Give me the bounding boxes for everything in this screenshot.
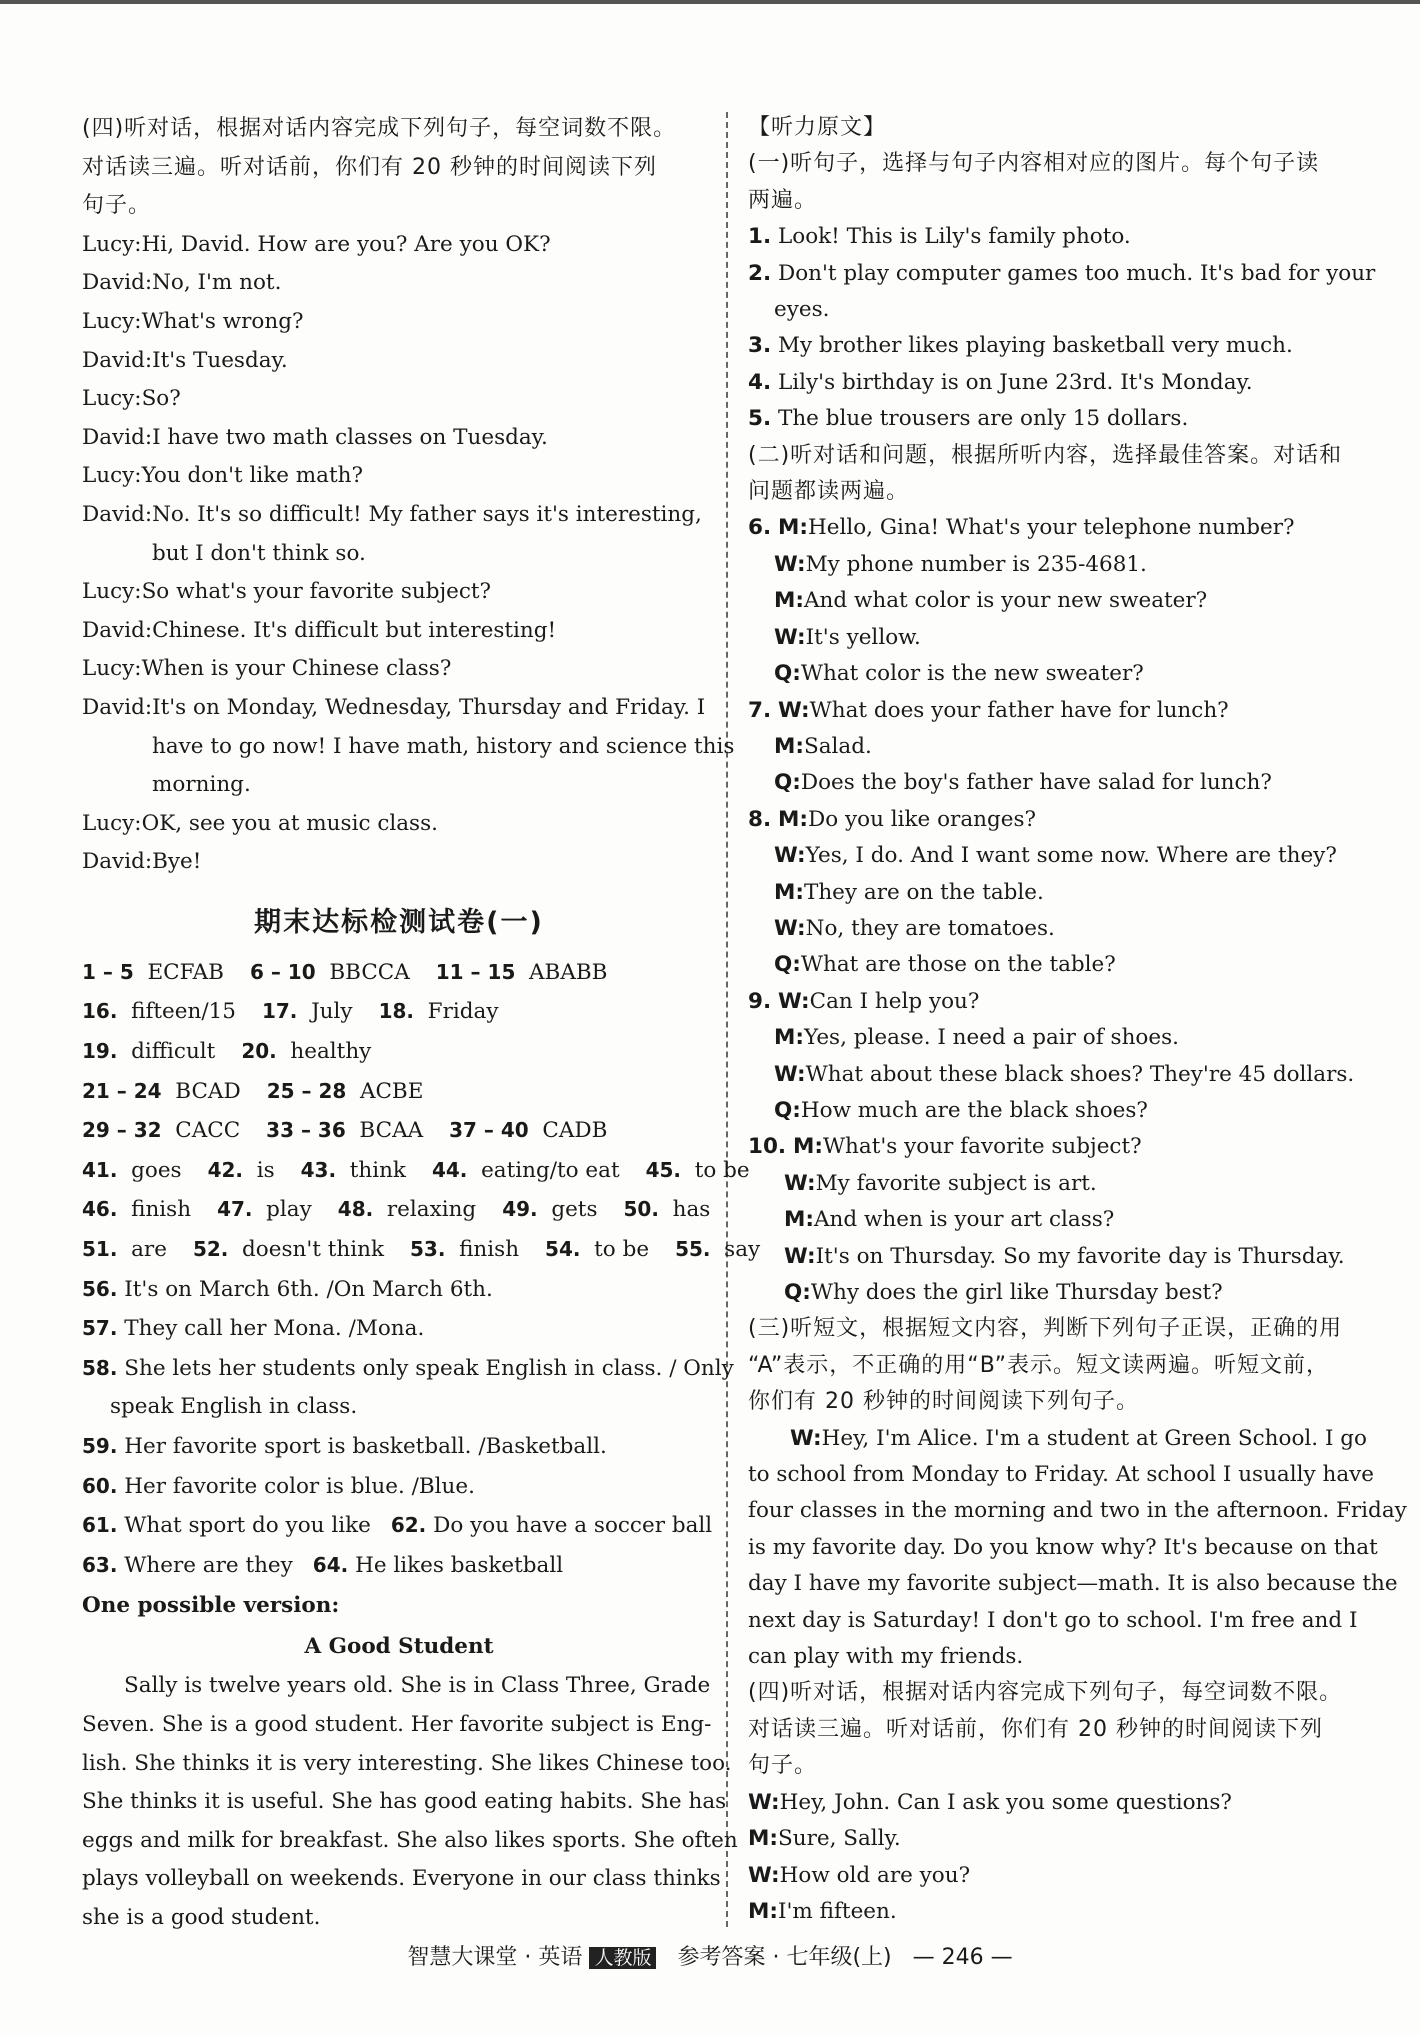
dialogue-line [82,612,716,651]
dialogue-line [748,583,1378,619]
answer-row [82,953,716,993]
essay-line: Sally is twelve years old. She is in Class Three, Grade [124,1673,711,1699]
answer-number: 20. [241,1039,277,1064]
answer-number: 48. [337,1197,374,1222]
answer-number: 6 – 10 [249,959,316,984]
passage-line [748,1493,1407,1529]
dialogue-text: It's on Thursday. So my favorite day is Thursday. [815,1243,1345,1269]
left-column [82,110,761,1938]
passage-line [748,1457,1378,1493]
answer-value: Friday [427,999,499,1025]
answer-value: CACC [175,1118,241,1144]
answer-value: to be [694,1157,750,1183]
item-number: 2. [748,260,772,286]
dialogue-line [748,620,1378,656]
essay-line: She thinks it is useful. She has good eating habits. She has [82,1789,727,1815]
dialogue-line [748,1858,1378,1894]
dialogue-text: My favorite subject is art. [815,1170,1097,1196]
answer-row [82,1190,716,1230]
dialogue-text: My phone number is 235-4681. [805,551,1147,577]
answer-value: He likes basketball [355,1552,564,1578]
dialogue-continuation: have to go now! I have math, history and science this [152,733,735,759]
answer-value: July [311,999,353,1025]
essay-heading: One possible version: [82,1593,340,1619]
dialogue-line [82,650,716,689]
essay-line: eggs and milk for breakfast. She also likes sports. She often [82,1827,738,1853]
answer-row [82,992,716,1032]
dialogue-text: So what's your favorite subject? [141,579,492,605]
page-number: — 246 — [912,1945,1013,1970]
answer-value: What sport do you like [124,1513,371,1539]
section-instruction: (二)听对话和问题，根据所听内容，选择最佳答案。对话和 [748,442,1343,468]
answer-value: They call her Mona. /Mona. [124,1316,425,1342]
answer-value: to be [594,1237,650,1263]
passage-line [748,1421,1378,1457]
footer-grade: 七年级(上) [786,1945,892,1970]
answer-value: play [266,1197,312,1223]
answer-number: 50. [623,1197,659,1222]
section-instruction: (四)听对话，根据对话内容完成下列句子，每空词数不限。 [748,1680,1343,1706]
dialogue-line [82,226,716,265]
answer-number: 56. [82,1276,118,1301]
dialogue-text: When is your Chinese class? [141,656,452,682]
dialogue-line [82,303,716,342]
answer-number: 57. [82,1316,118,1341]
item-continuation: eyes. [774,297,830,323]
exam-title: 期末达标检测试卷(一) [254,906,544,938]
footer-subject: 英语 [538,1945,583,1970]
essay-line: Seven. She is a good student. Her favorite subject is Eng- [82,1711,712,1737]
answer-number: 44. [431,1157,468,1182]
passage-text: four classes in the morning and two in the afternoon. Friday [748,1498,1407,1524]
speaker-label: W: [784,1170,816,1196]
answer-value: difficult [131,1039,216,1065]
dialogue-line [748,1785,1378,1821]
speaker-label: Q: [774,770,801,796]
speaker-label: David: [82,270,153,296]
dialogue-text: And when is your art class? [814,1207,1115,1233]
answer-number: 1 – 5 [82,959,134,984]
speaker-label: W: [774,915,806,941]
dialogue-text: Yes, please. I need a pair of shoes. [804,1025,1179,1051]
dialogue-line [748,693,1378,729]
answer-value: ACBE [359,1078,424,1104]
section-instruction: (三)听短文，根据短文内容，判断下列句子正误，正确的用 [748,1316,1343,1342]
speaker-label: M: [774,588,804,614]
speaker-label: W: [777,988,810,1014]
dialogue-line [82,496,716,535]
answer-row [82,1467,716,1507]
page-footer: 智慧大课堂 · 英语 人教版 参考答案 · 七年级(上) — 246 — [407,1945,1013,1970]
answer-number: 41. [82,1157,118,1182]
listening-item [748,401,1378,437]
speaker-label: Q: [774,952,801,978]
speaker-label: Lucy: [82,231,142,257]
speaker-label: W: [774,624,806,650]
passage-line [748,1603,1378,1639]
answer-number: 29 – 32 [82,1118,162,1143]
dialogue-line [748,911,1378,947]
answer-row [82,1349,734,1389]
passage-text: Hey, I'm Alice. I'm a student at Green School. I go [821,1425,1367,1451]
item-text: Don't play computer games too much. It's bad for your [777,260,1376,286]
top-rule [0,0,1420,4]
dialogue-continuation: morning. [152,772,251,798]
dialogue-line [748,656,1378,692]
dialogue-text: I have two math classes on Tuesday. [152,424,548,450]
dialogue-text: What's wrong? [141,308,304,334]
answer-value: ABABB [529,959,608,985]
answer-number: 64. [312,1552,349,1577]
answer-value: say [724,1237,761,1263]
answer-value: Her favorite sport is basketball. /Basketball. [124,1434,607,1459]
dialogue-line [82,843,716,882]
essay-line: she is a good student. [82,1904,321,1930]
speaker-label: David: [82,501,153,527]
answer-number: 60. [82,1473,118,1498]
dialogue-text: They are on the table. [804,879,1044,905]
section-instruction: 句子。 [82,193,152,219]
speaker-label: W: [774,551,806,577]
speaker-label: David: [82,849,153,875]
answer-number: 54. [545,1237,581,1262]
section-instruction: (四)听对话，根据对话内容完成下列句子，每空词数不限。 [82,116,677,141]
speaker-label: David: [82,617,153,643]
speaker-label: M: [774,733,804,759]
answer-number: 53. [409,1237,446,1262]
answer-number: 33 – 36 [266,1118,346,1143]
answer-value: It's on March 6th. /On March 6th. [124,1276,493,1302]
footer-section: 参考答案 [677,1945,766,1970]
section-instruction: 对话读三遍。听对话前，你们有 20 秒钟的时间阅读下列 [82,154,657,180]
dialogue-line [82,689,716,728]
dialogue-text: Do you like oranges? [807,806,1037,832]
dialogue-text: Hi, David. How are you? Are you OK? [141,231,551,257]
speaker-label: W: [784,1243,816,1269]
passage-line [748,1530,1378,1566]
section-instruction: 两遍。 [748,187,818,213]
speaker-label: W: [748,1789,780,1815]
dialogue-text: Does the boy's father have salad for lunch? [800,770,1272,796]
answer-row [82,1309,716,1349]
answer-value: finish [131,1197,192,1223]
speaker-label: Q: [774,661,801,687]
dialogue-line [748,1166,1378,1202]
item-number: 7. [748,697,772,723]
dialogue-text: No, I'm not. [152,270,282,296]
dialogue-text: It's Tuesday. [152,347,288,373]
answer-number: 17. [261,999,298,1024]
dialogue-line [748,802,1378,838]
passage-text: day I have my favorite subject—math. It is also because the [748,1571,1398,1597]
answer-value: gets [551,1197,598,1223]
dialogue-line [82,573,716,612]
dialogue-text: How old are you? [779,1862,971,1888]
listening-heading: 【听力原文】 [748,115,887,140]
answer-value: fifteen/15 [131,999,236,1025]
answer-number: 45. [645,1157,682,1182]
passage-text: can play with my friends. [748,1644,1024,1670]
dialogue-line [82,419,716,458]
speaker-label: Lucy: [82,810,142,836]
speaker-label: W: [790,1425,822,1451]
item-number: 5. [748,406,772,432]
dialogue-line [748,547,1378,583]
speaker-label: Q: [784,1280,811,1305]
dialogue-continuation: but I don't think so. [152,540,366,566]
item-text: My brother likes playing basketball very much. [777,333,1293,359]
right-column [748,110,1407,1930]
answer-row [82,1546,716,1586]
answer-number: 16. [82,999,118,1024]
speaker-label: Lucy: [82,656,142,682]
answer-number: 52. [192,1237,229,1262]
answer-row [82,1072,716,1112]
dialogue-line [748,875,1378,911]
answer-value: Where are they [124,1552,293,1578]
answer-number: 49. [502,1197,538,1222]
answer-number: 55. [675,1237,711,1262]
dialogue-line [82,457,716,496]
passage-text: is my favorite day. Do you know why? It's because on that [748,1534,1378,1560]
dialogue-text: How much are the black shoes? [800,1097,1148,1123]
item-number: 1. [748,224,772,250]
dialogue-line [748,1894,1378,1930]
speaker-label: M: [748,1898,778,1924]
answer-number: 51. [82,1237,118,1262]
answer-value: CADB [542,1118,608,1144]
dialogue-text: What's your favorite subject? [822,1134,1142,1160]
answer-row [82,1427,716,1467]
answer-row [82,1151,750,1191]
answer-value: ECFAB [147,959,224,985]
speaker-label: M: [774,1025,804,1051]
listening-item [748,256,1378,292]
section-instruction: 问题都读两遍。 [748,479,910,505]
section-instruction: 句子。 [748,1753,818,1779]
essay-title: A Good Student [304,1634,494,1660]
dialogue-line [82,805,716,844]
dialogue-text: Chinese. It's difficult but interesting! [152,617,557,643]
footer-brand: 智慧大课堂 [407,1945,518,1970]
dialogue-line [748,510,1378,546]
item-number: 10. [748,1134,787,1160]
dialogue-text: What are those on the table? [800,952,1116,978]
dialogue-text: So? [141,386,181,412]
item-number: 9. [748,988,772,1014]
answer-number: 47. [217,1197,253,1222]
dialogue-line [748,765,1378,801]
listening-item [748,328,1378,364]
section-instruction: 你们有 20 秒钟的时间阅读下列句子。 [748,1389,1139,1415]
dialogue-line [748,838,1378,874]
speaker-label: W: [748,1862,780,1888]
speaker-label: M: [777,515,808,541]
item-text: Look! This is Lily's family photo. [777,224,1131,250]
answer-number: 37 – 40 [449,1118,529,1143]
speaker-label: David: [82,694,153,720]
answer-number: 62. [390,1513,427,1538]
column-divider [726,112,728,1927]
dialogue-line [748,1821,1378,1857]
answer-number: 46. [82,1197,118,1222]
answer-continuation: speak English in class. [110,1394,358,1420]
item-text: Lily's birthday is on June 23rd. It's Monday. [777,369,1253,395]
listening-item [748,219,1378,255]
dialogue-text: I'm fifteen. [778,1898,897,1924]
answer-number: 59. [82,1434,118,1458]
dialogue-text: What about these black shoes? They're 45 dollars. [805,1061,1355,1087]
speaker-label: W: [777,697,810,723]
passage-line [748,1566,1398,1602]
dialogue-line [748,1239,1378,1275]
dialogue-line [748,729,1378,765]
speaker-label: W: [774,1061,806,1087]
dialogue-text: Salad. [804,733,872,759]
speaker-label: Lucy: [82,463,142,489]
answer-row [82,1270,716,1310]
answer-value: are [131,1237,167,1263]
speaker-label: W: [774,843,806,869]
speaker-label: David: [82,347,153,373]
speaker-label: M: [784,1207,814,1233]
dialogue-line [748,1020,1378,1056]
answer-value: BBCCA [329,959,410,985]
essay-line: plays volleyball on weekends. Everyone in our class thinks [82,1866,721,1892]
answer-value: healthy [290,1039,372,1065]
dialogue-text: Hello, Gina! What's your telephone number? [807,515,1295,541]
dialogue-line [748,1093,1378,1129]
dialogue-text: No. It's so difficult! My father says it's interesting, [152,501,702,527]
dialogue-text: And what color is your new sweater? [804,588,1208,614]
dialogue-text: What color is the new sweater? [800,661,1144,687]
dialogue-line [748,1057,1378,1093]
section-instruction: 对话读三遍。听对话前，你们有 20 秒钟的时间阅读下列 [748,1716,1323,1742]
answer-value: finish [459,1237,520,1263]
dialogue-text: What does your father have for lunch? [809,697,1229,723]
answer-number: 21 – 24 [82,1078,162,1103]
answer-value: has [672,1197,711,1223]
speaker-label: Lucy: [82,308,142,334]
answer-number: 61. [82,1513,118,1538]
dialogue-text: OK, see you at music class. [141,810,438,836]
dialogue-line [748,947,1378,983]
answer-value: Do you have a soccer ball [433,1513,713,1539]
dialogue-text: Why does the girl like Thursday best? [810,1280,1223,1305]
dialogue-text: Can I help you? [809,988,980,1014]
speaker-label: M: [748,1826,778,1852]
speaker-label: Lucy: [82,386,142,412]
essay-line: lish. She thinks it is very interesting. She likes Chinese too. [82,1750,732,1776]
passage-line [748,1639,1378,1675]
answer-value: relaxing [386,1197,477,1223]
speaker-label: Q: [774,1097,801,1123]
dialogue-line [748,1129,1378,1165]
item-number: 8. [748,806,772,832]
dialogue-text: Bye! [152,849,202,875]
answer-value: She lets her students only speak English in class. / Only [124,1355,734,1381]
answer-value: doesn't think [242,1237,384,1263]
dialogue-line [748,1275,1378,1311]
speaker-label: M: [777,806,808,832]
answer-row [82,1032,716,1072]
dialogue-text: Sure, Sally. [778,1826,901,1852]
dialogue-text: You don't like math? [141,463,364,489]
dialogue-text: Yes, I do. And I want some now. Where are they? [805,843,1337,869]
dialogue-text: It's yellow. [805,624,921,650]
answer-value: goes [131,1157,182,1183]
answer-row [82,1230,761,1270]
answer-row [82,1506,716,1546]
section-instruction: “A”表示，不正确的用“B”表示。短文读两遍。听短文前， [748,1352,1329,1378]
speaker-label: Lucy: [82,579,142,605]
answer-value: eating/to eat [481,1157,620,1183]
listening-item [748,365,1378,401]
section-instruction: (一)听句子，选择与句子内容相对应的图片。每个句子读 [748,151,1320,177]
item-number: 3. [748,333,772,359]
dialogue-line [82,342,716,381]
answer-number: 58. [82,1355,118,1380]
answer-number: 25 – 28 [266,1078,347,1103]
answer-number: 42. [207,1157,244,1182]
answer-number: 63. [82,1552,118,1577]
answer-value: Her favorite color is blue. /Blue. [124,1473,475,1499]
dialogue-line [748,984,1378,1020]
answer-row [82,1111,716,1151]
answer-value: BCAA [359,1118,424,1144]
item-text: The blue trousers are only 15 dollars. [777,406,1189,432]
speaker-label: David: [82,424,153,450]
answer-number: 11 – 15 [435,959,516,984]
dialogue-text: Hey, John. Can I ask you some questions? [779,1789,1232,1815]
item-number: 6. [748,515,772,541]
answer-number: 19. [82,1039,118,1064]
dialogue-text: It's on Monday, Wednesday, Thursday and Friday. I [152,694,706,720]
answer-value: think [349,1157,406,1183]
speaker-label: M: [774,879,804,905]
answer-value: BCAD [175,1078,241,1104]
answer-number: 18. [378,999,414,1024]
passage-text: next day is Saturday! I don't go to school. I'm free and I [748,1607,1358,1633]
dialogue-line [748,1202,1378,1238]
footer-edition-badge: 人教版 [589,1947,656,1969]
dialogue-text: No, they are tomatoes. [805,915,1055,941]
answer-value: is [256,1157,275,1183]
dialogue-line [82,264,716,303]
answer-number: 43. [300,1157,337,1182]
item-number: 4. [748,369,772,395]
passage-text: to school from Monday to Friday. At school I usually have [748,1462,1375,1488]
dialogue-line [82,380,716,419]
speaker-label: M: [792,1134,823,1160]
